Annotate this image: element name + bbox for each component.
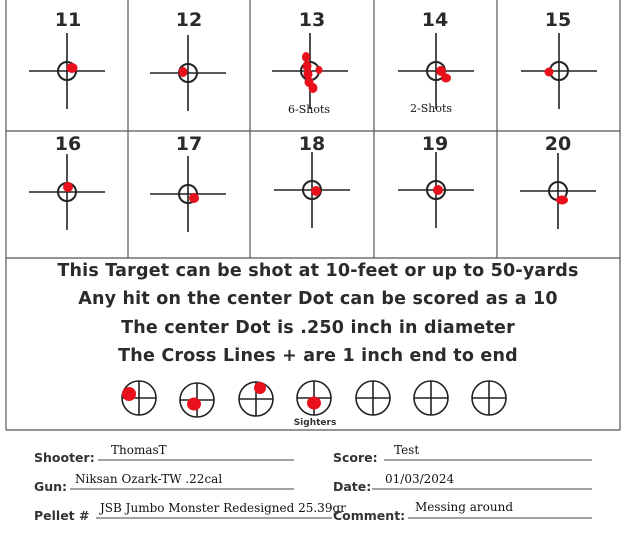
target-20 — [520, 153, 596, 229]
hit-11 — [67, 63, 78, 73]
target-13-note: 6-Shots — [287, 103, 331, 116]
target-number-14: 14 — [421, 9, 449, 31]
sighter-6 — [414, 381, 448, 415]
hit-18 — [311, 186, 321, 196]
instruction-line-1: This Target can be shot at 10-feet or up to 50-yards — [57, 261, 579, 281]
pellet-label: Pellet # — [34, 508, 90, 523]
hit-16 — [63, 182, 73, 192]
score-value[interactable]: Test — [394, 443, 420, 457]
gun-value[interactable]: Niksan Ozark-TW .22cal — [75, 472, 223, 486]
target-number-18: 18 — [298, 133, 326, 155]
sighter-hit-3 — [254, 382, 266, 394]
shooter-label: Shooter: — [34, 450, 95, 465]
hit-14b — [441, 74, 451, 83]
instruction-line-4: The Cross Lines + are 1 inch end to end — [118, 346, 518, 366]
target-number-15: 15 — [544, 9, 572, 31]
hit-13f — [316, 66, 323, 74]
comment-label: Comment: — [333, 508, 406, 523]
sighters-label: Sighters — [293, 418, 337, 428]
hit-15 — [545, 68, 554, 77]
pellet-value[interactable]: JSB Jumbo Monster Redesigned 25.39gr — [100, 501, 346, 515]
target-number-12: 12 — [175, 9, 203, 31]
gun-label: Gun: — [34, 479, 68, 494]
target-number-11: 11 — [54, 9, 82, 31]
target-number-20: 20 — [544, 133, 572, 155]
date-value[interactable]: 01/03/2024 — [385, 472, 455, 486]
instruction-line-2: Any hit on the center Dot can be scored as a 10 — [78, 289, 558, 309]
date-label: Date: — [333, 479, 372, 494]
target-15 — [521, 33, 597, 109]
target-14-note: 2-Shots — [409, 102, 453, 115]
target-number-17: 17 — [175, 133, 203, 155]
target-number-13: 13 — [298, 9, 326, 31]
comment-value[interactable]: Messing around — [415, 500, 514, 514]
hit-20 — [556, 196, 568, 205]
sighter-hit-4 — [307, 397, 321, 410]
shooter-value[interactable]: ThomasT — [111, 443, 167, 457]
target-16 — [29, 154, 105, 230]
sighter-5 — [356, 381, 390, 415]
target-number-19: 19 — [421, 133, 449, 155]
target-12 — [150, 35, 226, 111]
target-17 — [150, 156, 226, 232]
hit-19 — [433, 185, 443, 195]
hit-17 — [189, 193, 199, 203]
hit-12 — [179, 67, 188, 77]
sighter-7 — [472, 381, 506, 415]
sighter-hit-1 — [122, 387, 136, 401]
hit-13a — [302, 52, 310, 62]
target-11 — [29, 33, 105, 109]
score-label: Score: — [333, 450, 378, 465]
instruction-line-3: The center Dot is .250 inch in diameter — [121, 318, 515, 338]
hit-13e — [309, 83, 318, 93]
target-number-16: 16 — [54, 133, 82, 155]
sighter-hit-2 — [187, 398, 201, 411]
